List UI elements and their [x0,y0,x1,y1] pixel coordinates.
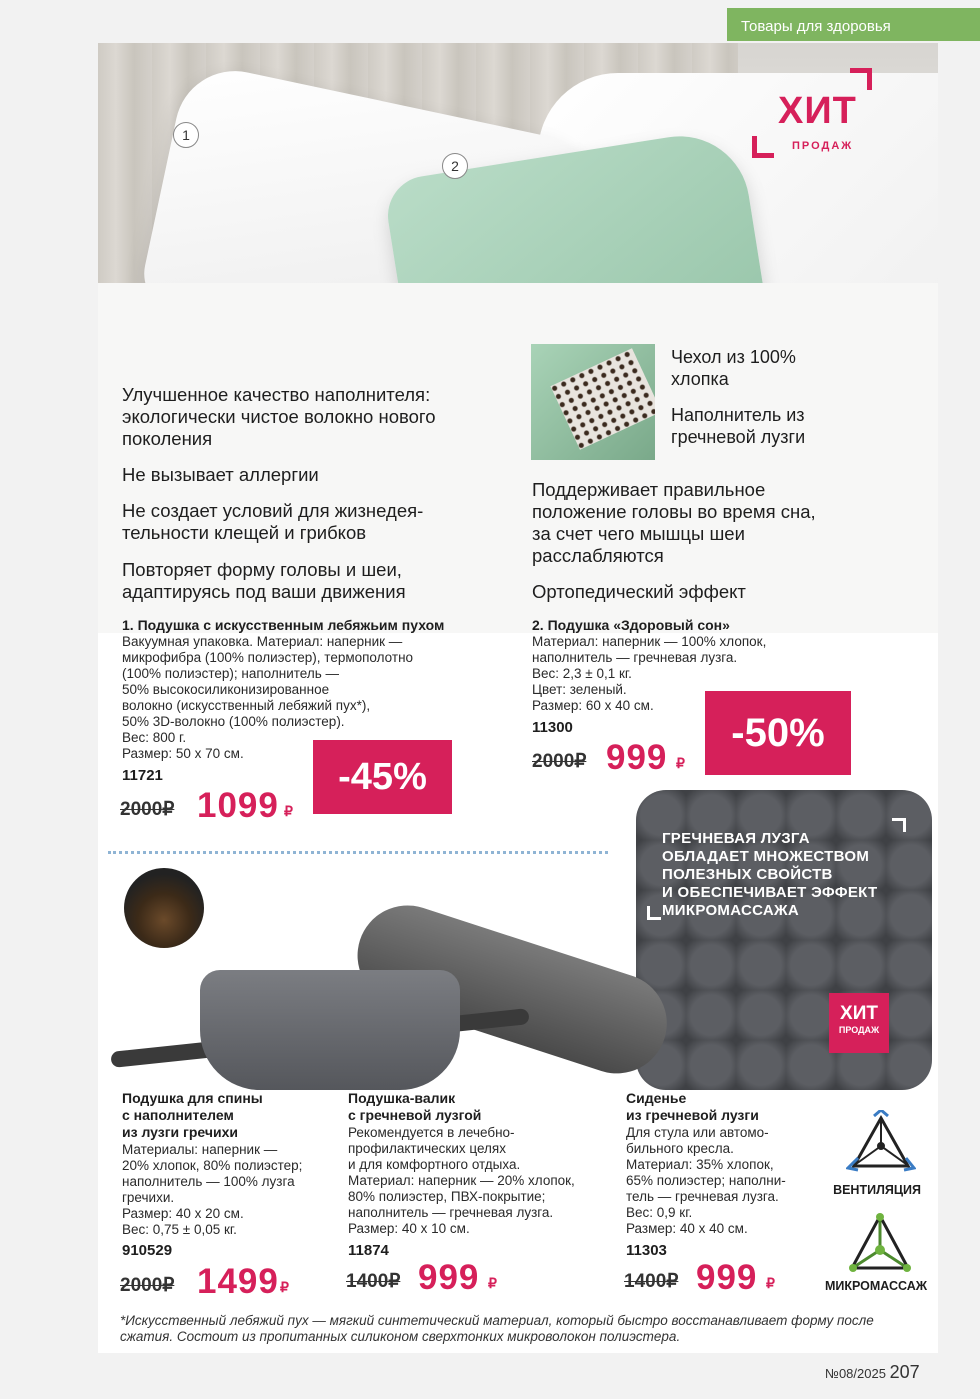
claim-shape: Повторяет форму головы и шеи, адаптируясь под ваши движения [122,559,406,602]
claim-no-mites: Не создает условий для жизнедея-тельности клещей и грибков [122,500,424,543]
product-2-title: 2. Подушка «Здоровый сон» [532,617,730,633]
claim-head-support: Поддерживает правильное положение головы во время сна, за счет чего мышцы шеи расслабляются [532,479,816,566]
product-5-price: 999 [696,1258,758,1297]
product-2-code: 11300 [532,719,573,736]
hit-sales-badge [829,993,889,1053]
claim-orthopedic: Ортопедический эффект [532,581,746,602]
product-3-price: 1499 [197,1262,279,1301]
hit-badge-subtitle: ПРОДАЖ [838,1025,880,1035]
product-3-code: 910529 [122,1242,173,1259]
ventilation-label: ВЕНТИЛЯЦИЯ [833,1183,921,1197]
buckwheat-husk-inset-image [124,868,204,948]
product-1-discount-badge: -45% [313,740,452,814]
product-2-discount-badge: -50% [705,691,851,775]
pillow-2-marker: 2 [442,153,468,179]
label-buckwheat-filler: Наполнитель из гречневой лузги [671,405,806,447]
buckwheat-filling-image [531,344,655,460]
product-3-description: Материалы: наперник — 20% хлопок, 80% полиэстер; наполнитель — 100% лузга гречихи. Размер: 40 х 20 см. Вес: 0,75 ± 0,05 кг. [122,1142,303,1237]
pillow-1-marker: 1 [173,122,199,148]
micromassage-icon [848,1212,912,1276]
product-1-old-price: 2000₽ [120,799,175,820]
product-5-title: Сиденье из гречневой лузги [626,1090,759,1123]
product-4-currency: ₽ [488,1275,497,1291]
hit-logo-subtitle: ПРОДАЖ [792,140,854,152]
hit-badge-title: ХИТ [840,1003,878,1024]
micromassage-label: МИКРОМАССАЖ [824,1279,928,1293]
ventilation-icon [846,1110,916,1176]
product-5-currency: ₽ [766,1275,775,1291]
category-tab[interactable]: Товары для здоровья [727,8,980,41]
hit-sales-logo [752,68,872,158]
product-2-description: Материал: наперник — 100% хлопок, наполнитель — гречневая лузга. Вес: 2,3 ± 0,1 кг. Цвет: зеленый. Размер: 60 х 40 см. [532,634,767,713]
product-1-code: 11721 [122,767,163,784]
product-1-description: Вакуумная упаковка. Материал: наперник — микрофибра (100% полиэстер), термополотно (100% полиэстер); наполнитель — 50% высокосиликонизированное волокно (искусственный лебяжий пух*), 50% 3D-волокно (100% полиэстер). Вес: 800 г. Размер: 50 х 70 см. [122,634,414,761]
product-3-old-price: 2000₽ [120,1275,175,1296]
claim-filler-quality: Улучшенное качество наполнителя: экологически чистое волокно нового поколения [122,384,436,449]
product-3-title: Подушка для спины с наполнителем из лузги гречихи [122,1090,263,1140]
product-5-code: 11303 [626,1242,667,1259]
label-cotton-cover: Чехол из 100% хлопка [671,347,796,389]
issue-number: №08/2025 [825,1366,886,1381]
product-1-currency: ₽ [284,803,293,819]
product-4-code: 11874 [348,1242,389,1259]
promo-corner-bottom [647,906,661,920]
claim-no-allergy: Не вызывает аллергии [122,464,319,485]
product-1-price: 1099 [197,786,279,825]
product-4-price: 999 [418,1258,480,1297]
product-4-old-price: 1400₽ [346,1271,401,1292]
product-2-price: 999 [606,738,668,777]
product-5-description: Для стула или автомо- бильного кресла. Материал: 35% хлопок, 65% полиэстер; наполни- тель — гречневая лузга. Вес: 0,9 кг. Размер: 40 х 40 см. [626,1125,786,1236]
promo-corner-top [892,818,906,832]
product-2-old-price: 2000₽ [532,751,587,772]
hit-logo-title: ХИТ [778,90,857,132]
product-4-title: Подушка-валик с гречневой лузгой [348,1090,482,1123]
back-pillow-image [110,960,530,1100]
page-number [825,1362,920,1383]
section-divider [108,851,608,854]
footnote: *Искусственный лебяжий пух — мягкий синтетический материал, который быстро восстанавливает форму после сжатия. Состоит из пропитанных силиконом сверхтонких микроволокон полиэстера. [120,1313,874,1344]
product-1-title: 1. Подушка с искусственным лебяжьим пухом [122,617,445,633]
seat-promo-text: ГРЕЧНЕВАЯ ЛУЗГА ОБЛАДАЕТ МНОЖЕСТВОМ ПОЛЕЗНЫХ СВОЙСТВ И ОБЕСПЕЧИВАЕТ ЭФФЕКТ МИКРОМАССАЖА [662,830,878,919]
product-2-currency: ₽ [676,755,685,771]
product-3-currency: ₽ [280,1279,289,1295]
page-number-value: 207 [889,1362,920,1382]
product-5-old-price: 1400₽ [624,1271,679,1292]
product-4-description: Рекомендуется в лечебно- профилактических целях и для комфортного отдыха. Материал: наперник — 20% хлопок, 80% полиэстер, ПВХ-покрытие; наполнитель — гречневая лузга. Размер: 40 х 10 см. [348,1125,575,1236]
